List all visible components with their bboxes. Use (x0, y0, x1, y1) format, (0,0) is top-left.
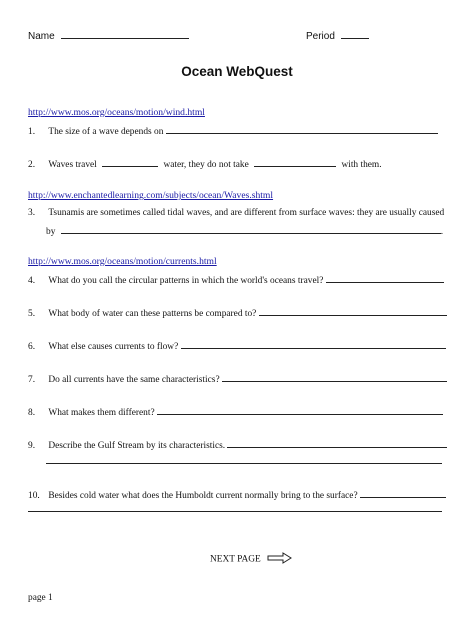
answer-blank-8[interactable] (157, 405, 443, 415)
question-number: 1. (28, 127, 36, 137)
question-3 (28, 207, 444, 219)
answer-blank-5[interactable] (259, 306, 447, 316)
answer-blank-10a[interactable] (360, 488, 446, 498)
question-text: The size of a wave depends on (48, 127, 164, 137)
question-6 (28, 339, 446, 353)
question-number: 7. (28, 375, 36, 385)
answer-blank-2b[interactable] (254, 157, 336, 167)
question-number: 4. (28, 276, 36, 286)
answer-blank-1[interactable] (166, 124, 438, 134)
question-2 (28, 157, 382, 171)
period-blank[interactable] (341, 29, 369, 39)
name-label: Name (28, 31, 55, 42)
wind-link[interactable]: http://www.mos.org/oceans/motion/wind.html (28, 107, 205, 118)
answer-blank-3[interactable] (61, 224, 441, 234)
question-8 (28, 405, 443, 419)
question-number: 9. (28, 441, 36, 451)
question-text: What body of water can these patterns be compared to? (48, 309, 257, 319)
question-1 (28, 124, 438, 138)
question-number: 3. (28, 208, 36, 218)
answer-blank-4[interactable] (326, 273, 444, 283)
question-text: water, they do not take (163, 160, 249, 170)
page-number: page 1 (28, 593, 53, 603)
question-text: Tsunamis are sometimes called tidal waves, and are different from surface waves: they are usually caused (48, 208, 445, 218)
question-text: Besides cold water what does the Humboldt current normally bring to the surface? (48, 491, 358, 501)
page-title: Ocean WebQuest (181, 64, 293, 79)
question-5 (28, 306, 447, 320)
right-arrow-icon (267, 552, 293, 567)
question-number: 10. (28, 491, 40, 501)
question-text: What else causes currents to flow? (48, 342, 179, 352)
answer-blank-6[interactable] (181, 339, 446, 349)
next-page-label: NEXT PAGE (210, 554, 261, 565)
question-text: by (46, 227, 56, 237)
answer-blank-9b[interactable] (46, 463, 442, 464)
question-number: 2. (28, 160, 36, 170)
answer-blank-10b[interactable] (28, 511, 442, 512)
question-text: . (440, 227, 444, 237)
question-7 (28, 372, 447, 386)
question-text: What do you call the circular patterns in which the world's oceans travel? (48, 276, 324, 286)
next-page-button[interactable] (210, 552, 293, 567)
period-field (306, 29, 369, 42)
waves-link[interactable]: http://www.enchantedlearning.com/subjects/ocean/Waves.shtml (28, 190, 274, 201)
question-number: 6. (28, 342, 36, 352)
period-label: Period (306, 31, 335, 42)
name-blank[interactable] (61, 29, 189, 39)
answer-blank-7[interactable] (222, 372, 447, 382)
question-number: 8. (28, 408, 36, 418)
question-9 (28, 438, 447, 452)
answer-blank-2a[interactable] (102, 157, 158, 167)
name-field (28, 29, 189, 42)
question-number: 5. (28, 309, 36, 319)
question-text: with them. (341, 160, 382, 170)
question-text: What makes them different? (48, 408, 155, 418)
question-text: Waves travel (48, 160, 97, 170)
answer-blank-9a[interactable] (227, 438, 447, 448)
question-4 (28, 273, 444, 287)
question-text: Do all currents have the same characteristics? (48, 375, 220, 385)
currents-link[interactable]: http://www.mos.org/oceans/motion/currents.html (28, 256, 217, 267)
question-text: Describe the Gulf Stream by its characteristics. (48, 441, 226, 451)
question-10 (28, 488, 446, 502)
question-3-cont (46, 224, 443, 238)
